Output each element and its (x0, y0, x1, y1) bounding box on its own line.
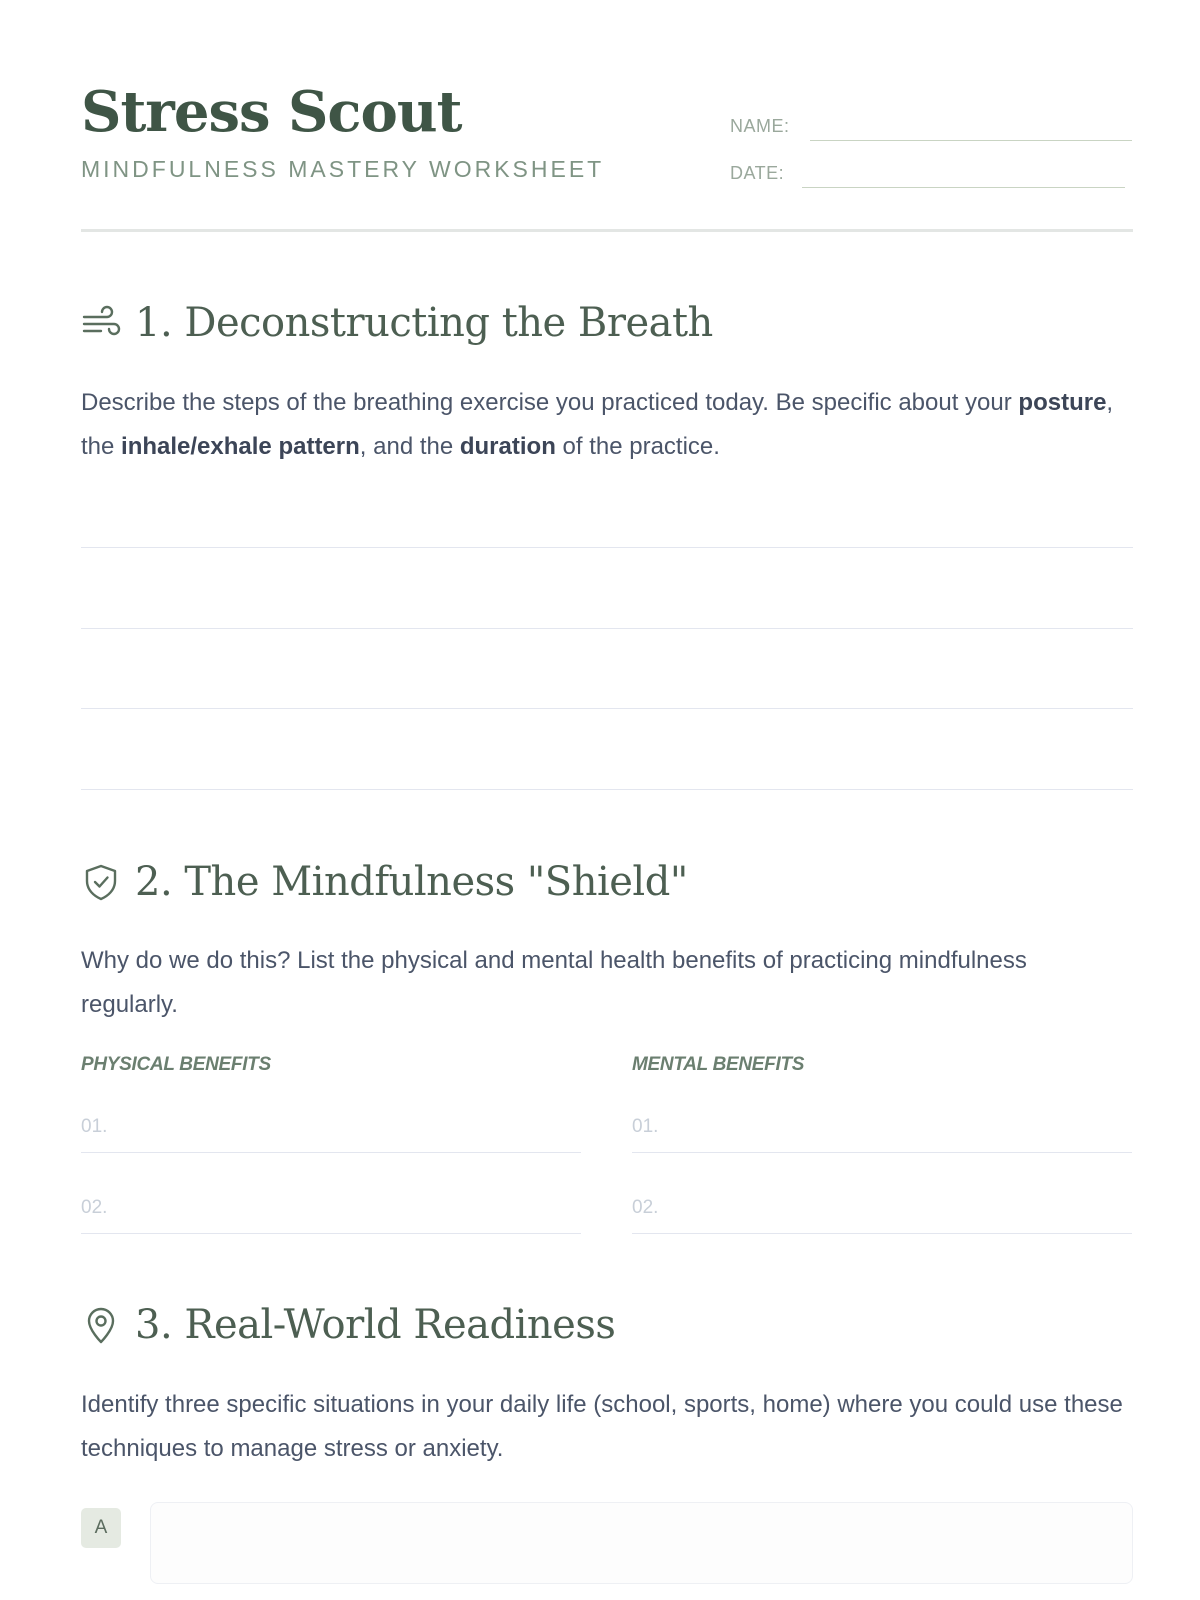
name-field[interactable] (730, 111, 1132, 141)
mental-benefits-label: MENTAL BENEFITS (632, 1054, 805, 1075)
physical-benefit-row[interactable] (81, 1108, 581, 1153)
map-pin-icon (81, 1305, 121, 1345)
mental-benefit-row[interactable] (632, 1189, 1132, 1234)
row-number: 02. (81, 1197, 108, 1218)
page-subtitle: MINDFULNESS MASTERY WORKSHEET (81, 156, 605, 182)
answer-line[interactable] (81, 628, 1133, 629)
date-field[interactable] (730, 158, 1125, 188)
name-label: NAME: (730, 116, 790, 136)
mental-benefit-row[interactable] (632, 1108, 1132, 1153)
physical-benefit-row[interactable] (81, 1189, 581, 1234)
section-3-title-text: 3. Real-World Readiness (135, 1302, 616, 1348)
prompt-text: of the practice. (555, 433, 720, 460)
section-2-prompt: Why do we do this? List the physical and mental health benefits of practicing mindfulness regularly. (81, 947, 1027, 1018)
section-1-title-text: 1. Deconstructing the Breath (135, 300, 713, 346)
answer-line[interactable] (81, 708, 1133, 709)
section-1-prompt (81, 381, 1141, 469)
row-number: 02. (632, 1197, 659, 1218)
section-3-title (81, 1302, 615, 1348)
section-2-title-text: 2. The Mindfulness "Shield" (135, 859, 688, 905)
section-1-title (81, 300, 713, 346)
date-label: DATE: (730, 163, 785, 183)
prompt-emphasis-duration: duration (459, 433, 556, 460)
row-number: 01. (81, 1116, 108, 1137)
answer-line[interactable] (81, 547, 1133, 548)
prompt-emphasis-pattern: inhale/exhale pattern (121, 433, 360, 460)
situation-letter-badge: A (81, 1508, 121, 1548)
page-title: Stress Scout (81, 79, 462, 145)
answer-line[interactable] (81, 789, 1133, 790)
prompt-text: Describe the steps of the breathing exercise you practiced today. Be specific about your (81, 389, 1019, 416)
name-line[interactable] (810, 140, 1132, 141)
date-line[interactable] (802, 187, 1125, 188)
prompt-text: , the (81, 389, 1114, 460)
situation-answer-box[interactable] (150, 1502, 1133, 1584)
row-number: 01. (632, 1116, 659, 1137)
prompt-emphasis-posture: posture (1018, 389, 1107, 416)
section-3-prompt: Identify three specific situations in your daily life (school, sports, home) where you could use these techniques to manage stress or anxiety. (81, 1391, 1123, 1462)
shield-check-icon (81, 862, 121, 902)
section-2-title (81, 859, 688, 905)
prompt-text: , and the (359, 433, 460, 460)
header-divider (81, 229, 1133, 232)
physical-benefits-label: PHYSICAL BENEFITS (81, 1054, 271, 1075)
wind-icon (81, 303, 121, 343)
